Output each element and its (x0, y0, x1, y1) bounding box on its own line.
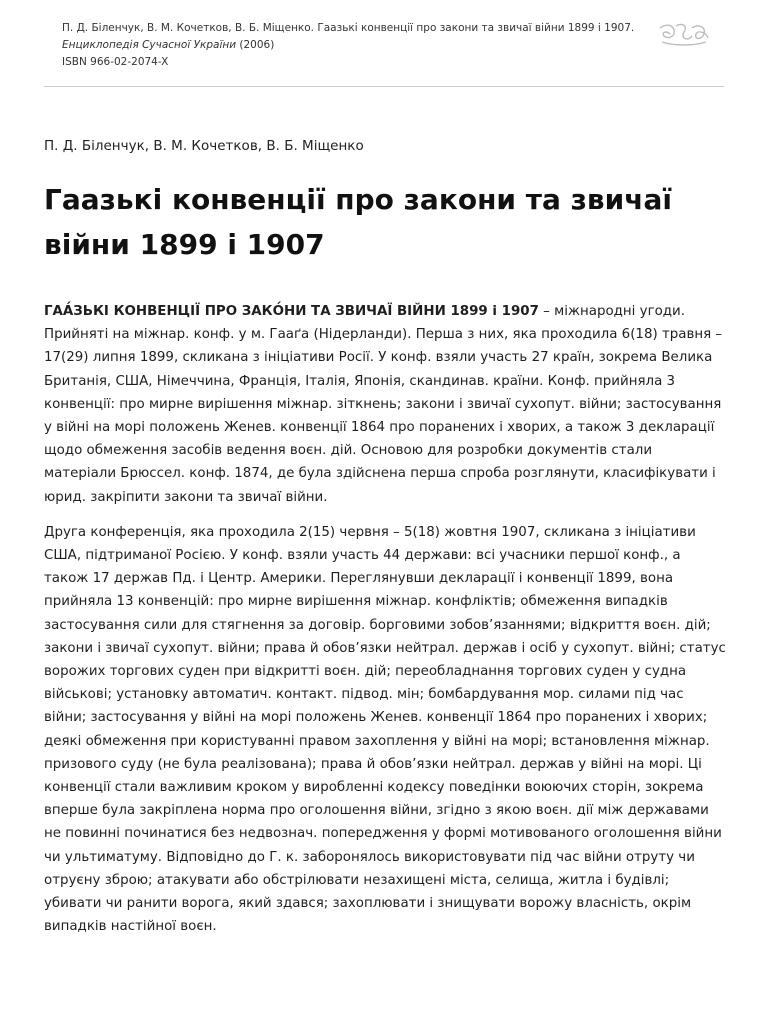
paragraph-1-text: – міжнародні угоди. Прийняті на міжнар. конф. у м. Гааґа (Нідерланди). Перша з них, яка проходила 6(18) травня – 17(29) липня 1899, скликана з ініціативи Росії. У конф. взяли участь 27 країн, зокрема Велика Британія, США, Німеччина, Франція, Італія, Японія, скандинав. країни. Конф. прийняла 3 конвенції: про мирне вирішення міжнар. зіткнень; закони і звичаї сухопут. війни; застосування у війні на морі положень Женев. конвенції 1864 про поранених і хворих, а також 3 декларації щодо обмеження засобів ведення воєн. дій. Основою для розробки документів стали матеріали Брюссел. конф. 1874, де була здійснена перша спроба розглянути, класифікувати і юрид. закріпити закони та звичаї війни. (44, 304, 723, 505)
paragraph-1 (44, 300, 726, 509)
header-divider (44, 86, 724, 87)
source-line (62, 37, 662, 54)
source-title: Енциклопедія Сучасної України (62, 39, 237, 51)
paragraph-2: Друга конференція, яка проходила 2(15) червня – 5(18) жовтня 1907, скликана з ініціативи США, підтриманої Росією. У конф. взяли участь 44 держави: всі учасники першої конф., а також 17 держав Пд. і Центр. Америки. Переглянувши декларації і конвенції 1899, вона прийняла 13 конвенцій: про мирне вирішення міжнар. конфліктів; обмеження випадків застосування сили для стягнення за договір. борговими зобов’язаннями; відкриття воєн. дій; закони і звичаї сухопут. війни; права й обов’язки нейтрал. держав і осіб у сухопут. війні; статус ворожих торгових суден при відкритті воєн. дій; переобладнання торгових суден у судна військові; установку автоматич. контакт. підвод. мін; бомбардування мор. силами під час війни; застосування у війні на морі положень Женев. конвенції 1864 про поранених і хворих; деякі обмеження при користуванні правом захоплення у війні на морі; встановлення міжнар. призового суду (не була реалізована); права й обов’язки нейтрал. держав у війні на морі. Ці конвенції стали важливим кроком у виробленні кодексу поведінки воюючих сторін, зокрема вперше була закріплена норма про оголошення війни, згідно з якою воєн. дії між державами не повинні починатися без недвознач. попередження у формі мотивованого оголошення війни чи ультиматуму. Відповідно до Г. к. заборонялось використовувати під час війни отруту чи отруєну зброю; атакувати або обстрілювати незахищені міста, селища, житла і будівлі; убивати чи ранити ворога, який здався; захоплювати і знищувати ворожу власність, окрім випадків настійної воєн. (44, 524, 726, 935)
article-headword: ГАА́ЗЬКІ КОНВЕНЦІЇ ПРО ЗАКО́НИ ТА ЗВИЧАЇ ВІЙНИ 1899 і 1907 (44, 304, 539, 319)
article-authors: П. Д. Біленчук, В. М. Кочетков, В. Б. Міщенко (44, 138, 364, 154)
esu-logo-icon (656, 20, 712, 48)
source-year: (2006) (239, 39, 275, 51)
article-title: Гаазькі конвенції про закони та звичаї війни 1899 і 1907 (44, 183, 672, 261)
citation-header (62, 20, 662, 71)
isbn-line: ISBN 966-02-2074-X (62, 56, 169, 68)
citation-line: П. Д. Біленчук, В. М. Кочетков, В. Б. Міщенко. Гаазькі конвенції про закони та звичаї війни 1899 і 1907. (62, 22, 635, 34)
article-body (44, 300, 726, 950)
